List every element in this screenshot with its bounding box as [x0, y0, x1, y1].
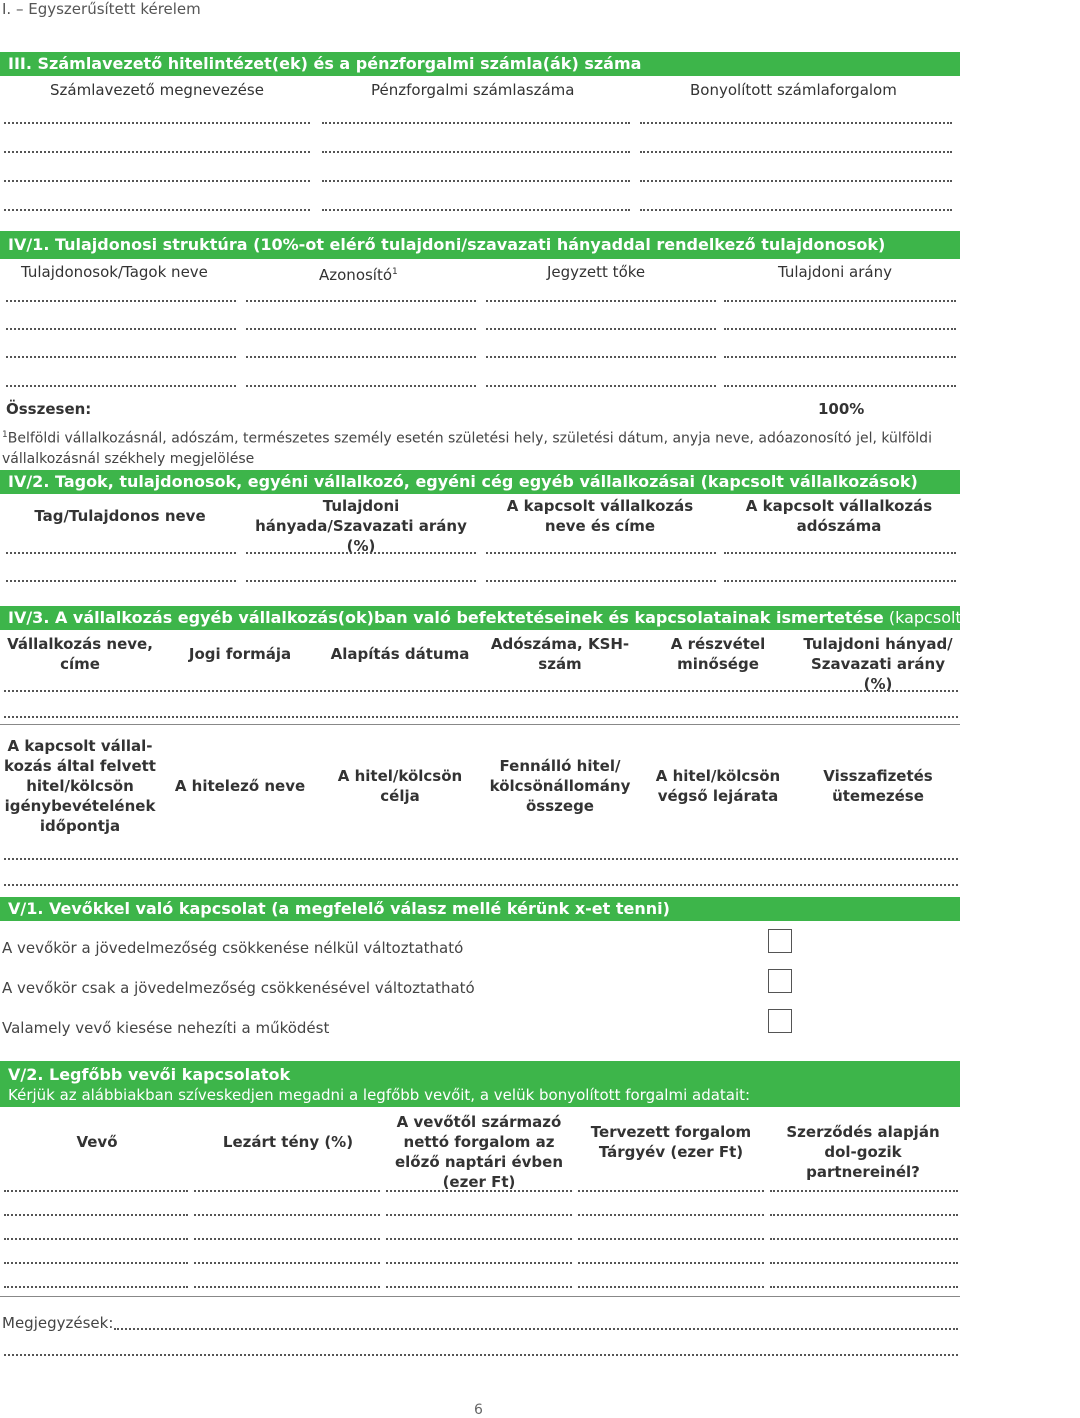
- s52-row-4-cell-3[interactable]: [386, 1262, 572, 1264]
- s52-row-1-cell-2[interactable]: [194, 1190, 380, 1192]
- s52-row-2-cell-3[interactable]: [386, 1214, 572, 1216]
- s41-row-2-cell-1[interactable]: [6, 328, 236, 330]
- s43-col-outstanding: Fennálló hitel/ kölcsönállomány összege: [489, 757, 631, 815]
- s43-col-share: Tulajdoni hányad/ Szavazati arány (%): [803, 635, 953, 693]
- s3-col-name: Számlavezető megnevezése: [50, 81, 264, 99]
- s3-row-4-cell-3[interactable]: [640, 209, 952, 211]
- s43b-row-1-cell-1[interactable]: [4, 858, 958, 860]
- s3-row-1-cell-3[interactable]: [640, 122, 952, 124]
- s42-row-2-cell-4[interactable]: [724, 580, 956, 582]
- s52-col-contract: Szerződés alapján dol-gozik partnereinél?: [786, 1123, 940, 1181]
- section-4-1-title: IV/1. Tulajdonosi struktúra (10%-ot elérő tulajdoni/szavazati hányaddal rendelkező tulajdonosok): [0, 231, 960, 259]
- s43a-row-2-cell-1[interactable]: [4, 716, 958, 718]
- s3-row-1-cell-1[interactable]: [4, 122, 310, 124]
- notes-label: Megjegyzések:: [2, 1314, 114, 1332]
- s41-row-4-cell-2[interactable]: [246, 385, 476, 387]
- s52-row-5-cell-4[interactable]: [578, 1286, 764, 1288]
- s3-row-2-cell-3[interactable]: [640, 151, 952, 153]
- s41-col-capital: Jegyzett tőke: [547, 263, 646, 281]
- s43-col-repayment: Visszafizetés ütemezése: [823, 767, 933, 805]
- s43-col-company: Vállalkozás neve, címe: [7, 635, 153, 673]
- s41-col-owner-name: Tulajdonosok/Tagok neve: [21, 263, 208, 281]
- s41-row-2-cell-2[interactable]: [246, 328, 476, 330]
- section-5-1-title: V/1. Vevőkkel való kapcsolat (a megfelelő válasz mellé kérünk x-et tenni): [0, 897, 960, 921]
- s41-row-4-cell-4[interactable]: [724, 385, 956, 387]
- s42-col-member-name: Tag/Tulajdonos neve: [34, 507, 206, 525]
- s52-row-4-cell-2[interactable]: [194, 1262, 380, 1264]
- s42-row-1-cell-3[interactable]: [486, 552, 716, 554]
- s3-col-account: Pénzforgalmi számlaszáma: [371, 81, 575, 99]
- section-3-title: III. Számlavezető hitelintézet(ek) és a pénzforgalmi számla(ák) száma: [0, 52, 960, 76]
- separator-line-2: [0, 1296, 960, 1297]
- s3-row-4-cell-2[interactable]: [322, 209, 630, 211]
- s52-col-net-turnover: A vevőtől származó nettó forgalom az előző naptári évben (ezer Ft): [394, 1113, 563, 1191]
- section-5-2-title: [0, 1061, 960, 1107]
- s42-row-1-cell-1[interactable]: [6, 552, 236, 554]
- s52-row-4-cell-1[interactable]: [4, 1262, 188, 1264]
- s42-row-2-cell-3[interactable]: [486, 580, 716, 582]
- s52-row-5-cell-1[interactable]: [4, 1286, 188, 1288]
- s52-row-1-cell-3[interactable]: [386, 1190, 572, 1192]
- s3-row-1-cell-2[interactable]: [322, 122, 630, 124]
- s52-row-1-cell-1[interactable]: [4, 1190, 188, 1192]
- s41-total-value: 100%: [818, 400, 865, 418]
- document-header: I. – Egyszerűsített kérelem: [2, 0, 201, 18]
- s52-col-planned: Tervezett forgalom Tárgyév (ezer Ft): [590, 1123, 752, 1161]
- s52-subtitle: Kérjük az alábbiakban szíveskedjen megadni a legfőbb vevőit, a velük bonyolított forgalmi adatait:: [8, 1086, 751, 1104]
- s52-row-5-cell-5[interactable]: [770, 1286, 958, 1288]
- notes-line-1[interactable]: [114, 1328, 958, 1330]
- s3-col-turnover: Bonyolított számlaforgalom: [690, 81, 897, 99]
- s42-row-2-cell-2[interactable]: [246, 580, 476, 582]
- s52-row-5-cell-2[interactable]: [194, 1286, 380, 1288]
- s51-option-2-checkbox[interactable]: [768, 969, 792, 993]
- s52-row-3-cell-3[interactable]: [386, 1238, 572, 1240]
- s52-row-4-cell-5[interactable]: [770, 1262, 958, 1264]
- s52-row-2-cell-2[interactable]: [194, 1214, 380, 1216]
- s51-option-2-label: A vevőkör csak a jövedelmezőség csökkenésével változtatható: [2, 979, 475, 997]
- s52-row-3-cell-2[interactable]: [194, 1238, 380, 1240]
- s42-col-linked-name: A kapcsolt vállalkozás neve és címe: [506, 497, 694, 535]
- s43-col-loan-date: A kapcsolt vállal-kozás által felvett hitel/kölcsön igénybevételének időpontja: [4, 737, 156, 835]
- s52-row-2-cell-5[interactable]: [770, 1214, 958, 1216]
- section-4-3-title: IV/3. A vállalkozás egyéb vállalkozás(ok)ban való befektetéseinek és kapcsolatainak ismertetése (kapcsolt vállalkozások): [0, 606, 960, 630]
- s3-row-3-cell-1[interactable]: [4, 180, 310, 182]
- s42-col-share: Tulajdoni hányada/Szavazati arány (%): [255, 497, 467, 555]
- s3-row-3-cell-2[interactable]: [322, 180, 630, 182]
- s52-col-customer: Vevő: [76, 1133, 118, 1151]
- s43-col-founded: Alapítás dátuma: [330, 645, 470, 663]
- s41-footnote: $^1$Belföldi vállalkozásnál, adószám, természetes személy esetén születési hely, születési dátum, anyja neve, adóazonosító jel, külföldi vállalkozásnál székhely megjelölése: [2, 430, 932, 467]
- s52-row-5-cell-3[interactable]: [386, 1286, 572, 1288]
- s41-row-3-cell-1[interactable]: [6, 356, 236, 358]
- s41-row-3-cell-3[interactable]: [486, 356, 716, 358]
- s43-col-participation: A részvétel minősége: [670, 635, 766, 673]
- s43-col-legal-form: Jogi formája: [188, 645, 292, 663]
- s43-col-tax-ksh: Adószáma, KSH-szám: [490, 635, 630, 673]
- section-4-2-title: IV/2. Tagok, tulajdonosok, egyéni vállalkozó, egyéni cég egyéb vállalkozásai (kapcsolt vállalkozások): [0, 470, 960, 494]
- s52-row-3-cell-5[interactable]: [770, 1238, 958, 1240]
- s3-row-4-cell-1[interactable]: [4, 209, 310, 211]
- notes-line-2[interactable]: [4, 1354, 958, 1356]
- s41-row-3-cell-4[interactable]: [724, 356, 956, 358]
- s52-col-actual: Lezárt tény (%): [222, 1133, 354, 1151]
- s41-row-1-cell-1[interactable]: [6, 300, 236, 302]
- s52-row-2-cell-4[interactable]: [578, 1214, 764, 1216]
- s51-option-1-label: A vevőkör a jövedelmezőség csökkenése nélkül változtatható: [2, 939, 464, 957]
- s41-total-label: Összesen:: [6, 400, 92, 418]
- s43-col-lender: A hitelező neve: [174, 777, 306, 795]
- page-number: 6: [474, 1402, 483, 1418]
- s3-row-2-cell-2[interactable]: [322, 151, 630, 153]
- separator-line-1: [0, 724, 960, 725]
- s41-row-1-cell-3[interactable]: [486, 300, 716, 302]
- s41-row-2-cell-3[interactable]: [486, 328, 716, 330]
- s41-row-4-cell-1[interactable]: [6, 385, 236, 387]
- s51-option-3-checkbox[interactable]: [768, 1009, 792, 1033]
- s41-row-1-cell-2[interactable]: [246, 300, 476, 302]
- s42-row-1-cell-2[interactable]: [246, 552, 476, 554]
- s51-option-1-checkbox[interactable]: [768, 929, 792, 953]
- s41-row-1-cell-4[interactable]: [724, 300, 956, 302]
- s43b-row-2-cell-1[interactable]: [4, 884, 958, 886]
- s43a-row-1-cell-1[interactable]: [4, 690, 958, 692]
- s3-row-2-cell-1[interactable]: [4, 151, 310, 153]
- s41-col-id: Azonosító$^1$: [319, 266, 398, 284]
- s43-col-maturity: A hitel/kölcsön végső lejárata: [655, 767, 781, 805]
- s52-row-3-cell-4[interactable]: [578, 1238, 764, 1240]
- s41-row-3-cell-2[interactable]: [246, 356, 476, 358]
- s42-col-linked-tax: A kapcsolt vállalkozás adószáma: [745, 497, 933, 535]
- s52-row-1-cell-5[interactable]: [770, 1190, 958, 1192]
- s52-row-4-cell-4[interactable]: [578, 1262, 764, 1264]
- s43-col-purpose: A hitel/kölcsön célja: [337, 767, 463, 805]
- s41-row-4-cell-3[interactable]: [486, 385, 716, 387]
- s51-option-3-label: Valamely vevő kiesése nehezíti a működést: [2, 1019, 330, 1037]
- s42-row-2-cell-1[interactable]: [6, 580, 236, 582]
- s52-row-2-cell-1[interactable]: [4, 1214, 188, 1216]
- s52-row-1-cell-4[interactable]: [578, 1190, 764, 1192]
- s41-col-ownership: Tulajdoni arány: [778, 263, 892, 281]
- s41-row-2-cell-4[interactable]: [724, 328, 956, 330]
- s3-row-3-cell-3[interactable]: [640, 180, 952, 182]
- s42-row-1-cell-4[interactable]: [724, 552, 956, 554]
- s52-row-3-cell-1[interactable]: [4, 1238, 188, 1240]
- s52-title: V/2. Legfőbb vevői kapcsolatok: [8, 1065, 291, 1084]
